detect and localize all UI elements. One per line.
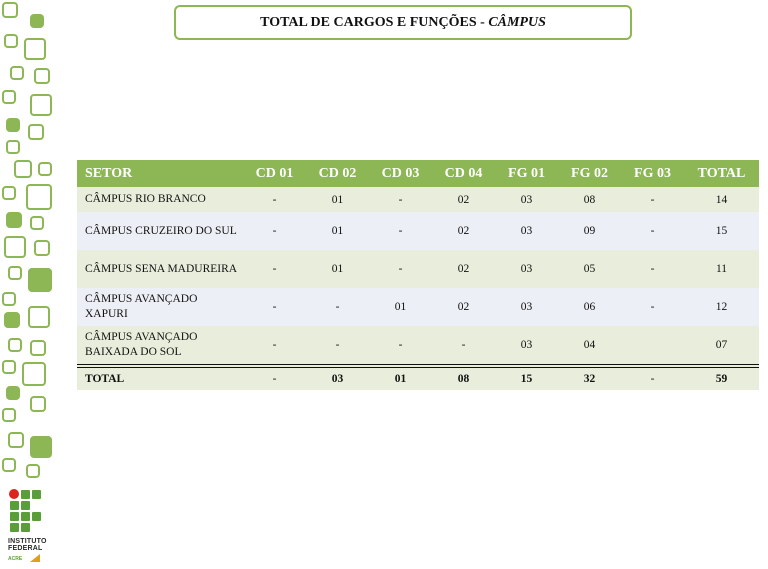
cell-total: 59	[684, 366, 759, 390]
deco-square	[30, 14, 44, 28]
cell-cd03: -	[369, 187, 432, 212]
cell-total: 15	[684, 212, 759, 250]
table-row	[77, 288, 759, 326]
logo-square	[32, 490, 41, 499]
logo-square	[32, 512, 41, 521]
deco-square	[38, 162, 52, 176]
column-header-setor: SETOR	[77, 160, 243, 187]
deco-square	[2, 360, 16, 374]
logo-square	[21, 523, 30, 532]
cell-cd04: 02	[432, 187, 495, 212]
cell-cd03: -	[369, 250, 432, 288]
cell-setor: TOTAL	[77, 366, 243, 390]
deco-square	[8, 432, 24, 448]
page-title-italic: CÂMPUS	[488, 14, 546, 30]
deco-square	[26, 464, 40, 478]
cell-cd02: 03	[306, 366, 369, 390]
cell-cd02: 01	[306, 187, 369, 212]
decorative-squares	[0, 0, 60, 500]
cell-cd04: 08	[432, 366, 495, 390]
table-row	[77, 250, 759, 288]
deco-square	[30, 340, 46, 356]
cell-cd03: -	[369, 326, 432, 366]
table-total-row	[77, 366, 759, 390]
deco-square	[6, 212, 22, 228]
cell-fg03: -	[621, 212, 684, 250]
cell-cd01: -	[243, 326, 306, 366]
cell-fg02: 06	[558, 288, 621, 326]
logo-square	[10, 512, 19, 521]
cell-fg01: 03	[495, 326, 558, 366]
deco-square	[30, 94, 52, 116]
column-header-fg02: FG 02	[558, 160, 621, 187]
logo-square	[21, 490, 30, 499]
cell-cd02: 01	[306, 212, 369, 250]
cell-fg02: 09	[558, 212, 621, 250]
logo-leaf-icon	[30, 554, 40, 562]
page-title	[260, 15, 546, 31]
deco-square	[28, 124, 44, 140]
cell-cd04: 02	[432, 288, 495, 326]
cell-total: 14	[684, 187, 759, 212]
logo-square	[10, 501, 19, 510]
cell-fg01: 03	[495, 212, 558, 250]
deco-square	[2, 186, 16, 200]
deco-square	[34, 240, 50, 256]
cell-fg02: 32	[558, 366, 621, 390]
logo-subtitle: ACRE	[8, 556, 23, 562]
deco-square	[2, 458, 16, 472]
cell-fg03: -	[621, 187, 684, 212]
deco-square	[14, 160, 32, 178]
cell-fg01: 03	[495, 250, 558, 288]
logo-red-dot	[9, 489, 19, 499]
logo-line-2: FEDERAL	[8, 545, 43, 552]
cell-setor: CÂMPUS CRUZEIRO DO SUL	[77, 212, 243, 250]
deco-square	[22, 362, 46, 386]
column-header-cd02: CD 02	[306, 160, 369, 187]
cell-cd04: 02	[432, 212, 495, 250]
logo-square	[21, 512, 30, 521]
cell-fg02: 04	[558, 326, 621, 366]
column-header-cd01: CD 01	[243, 160, 306, 187]
deco-square	[8, 266, 22, 280]
cell-cd01: -	[243, 187, 306, 212]
column-header-cd04: CD 04	[432, 160, 495, 187]
column-header-fg01: FG 01	[495, 160, 558, 187]
deco-square	[2, 90, 16, 104]
table-row	[77, 326, 759, 366]
cell-cd03: -	[369, 212, 432, 250]
deco-square	[2, 2, 18, 18]
cell-fg02: 08	[558, 187, 621, 212]
cell-fg03: -	[621, 366, 684, 390]
cell-setor: CÂMPUS RIO BRANCO	[77, 187, 243, 212]
deco-square	[4, 34, 18, 48]
cell-cd01: -	[243, 288, 306, 326]
page-title-box	[174, 5, 632, 40]
deco-square	[30, 436, 52, 458]
deco-square	[8, 338, 22, 352]
deco-square	[4, 236, 26, 258]
cell-setor: CÂMPUS AVANÇADO XAPURI	[77, 288, 243, 326]
cell-total: 11	[684, 250, 759, 288]
cell-fg03	[621, 326, 684, 366]
page-title-main: TOTAL DE CARGOS E FUNÇÕES -	[260, 14, 489, 30]
deco-square	[6, 140, 20, 154]
deco-square	[30, 396, 46, 412]
institute-logo	[8, 488, 48, 568]
logo-square	[10, 523, 19, 532]
cell-setor: CÂMPUS AVANÇADO BAIXADA DO SOL	[77, 326, 243, 366]
column-header-cd03: CD 03	[369, 160, 432, 187]
column-header-total: TOTAL	[684, 160, 759, 187]
cell-fg01: 15	[495, 366, 558, 390]
cell-setor: CÂMPUS SENA MADUREIRA	[77, 250, 243, 288]
table-row	[77, 187, 759, 212]
column-header-fg03: FG 03	[621, 160, 684, 187]
cell-cd01: -	[243, 212, 306, 250]
cell-cd01: -	[243, 366, 306, 390]
table-header-row	[77, 160, 759, 187]
deco-square	[4, 312, 20, 328]
logo-square	[21, 501, 30, 510]
cell-cd01: -	[243, 250, 306, 288]
cell-cd04: -	[432, 326, 495, 366]
cell-fg03: -	[621, 250, 684, 288]
deco-square	[24, 38, 46, 60]
cell-cd03: 01	[369, 366, 432, 390]
deco-square	[2, 292, 16, 306]
deco-square	[28, 306, 50, 328]
cell-cd03: 01	[369, 288, 432, 326]
cell-fg02: 05	[558, 250, 621, 288]
cell-cd02: 01	[306, 250, 369, 288]
deco-square	[26, 184, 52, 210]
cell-fg01: 03	[495, 288, 558, 326]
cell-cd02: -	[306, 288, 369, 326]
cell-total: 07	[684, 326, 759, 366]
cell-cd04: 02	[432, 250, 495, 288]
cell-total: 12	[684, 288, 759, 326]
deco-square	[28, 268, 52, 292]
deco-square	[30, 216, 44, 230]
deco-square	[10, 66, 24, 80]
cell-cd02: -	[306, 326, 369, 366]
deco-square	[2, 408, 16, 422]
cell-fg03: -	[621, 288, 684, 326]
logo-text	[8, 538, 47, 552]
logo-line-1: INSTITUTO	[8, 538, 47, 545]
table-row	[77, 212, 759, 250]
deco-square	[34, 68, 50, 84]
cell-fg01: 03	[495, 187, 558, 212]
positions-table	[77, 160, 759, 390]
deco-square	[6, 118, 20, 132]
deco-square	[6, 386, 20, 400]
